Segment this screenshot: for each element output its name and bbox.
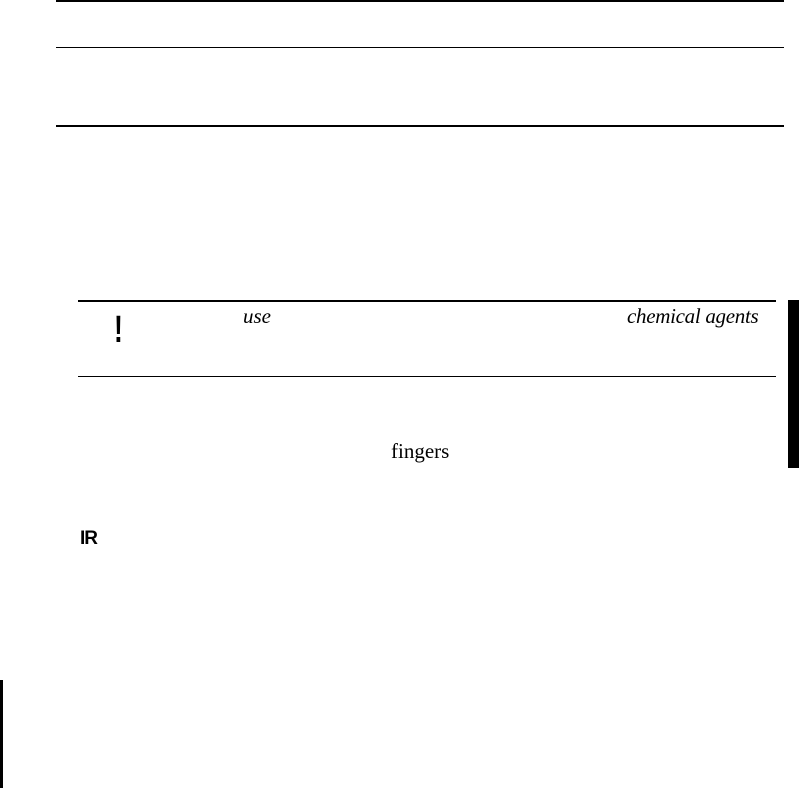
- warning-box-top-rule: [78, 300, 776, 302]
- warning-text-agents: chemical agents: [627, 304, 759, 328]
- body-text-ir: IR: [80, 528, 97, 549]
- warning-text-use: use: [243, 304, 271, 328]
- section-rule: [56, 125, 784, 127]
- top-rule: [56, 0, 784, 2]
- top-rule-mark: [492, 0, 542, 2]
- header-rule: [56, 47, 784, 48]
- body-text-fingers: fingers: [391, 439, 450, 463]
- change-bar-left: [0, 680, 3, 788]
- exclamation-icon: !: [114, 309, 123, 351]
- warning-box-bottom-rule: [78, 376, 776, 377]
- change-bar-right: [788, 300, 799, 468]
